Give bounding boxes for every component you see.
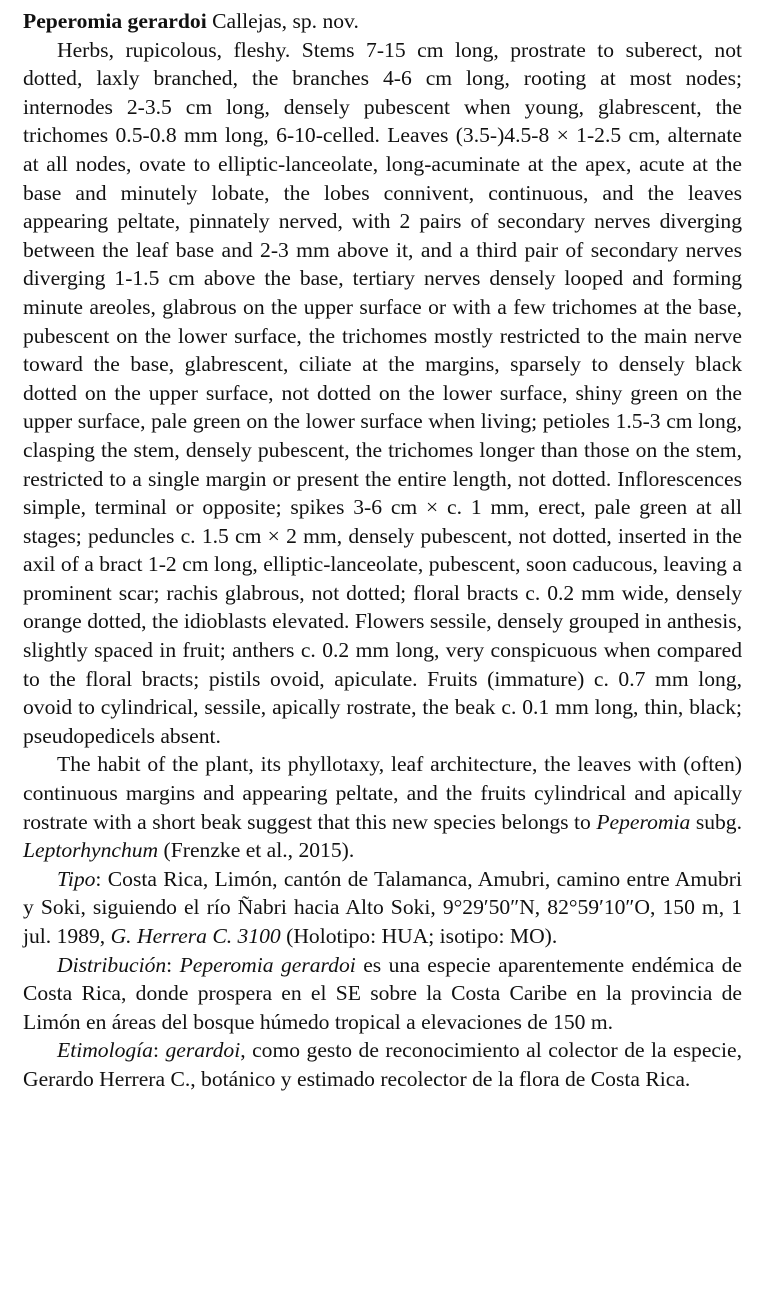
discussion-text-3: (Frenzke et al., 2015). xyxy=(158,838,355,863)
species-authority: Callejas, sp. nov. xyxy=(206,9,359,33)
distribucion-species: Peperomia gerardoi xyxy=(179,952,356,977)
etimologia-epithet: gerardoi xyxy=(165,1038,241,1063)
discussion-subgenus: Leptorhynchum xyxy=(23,838,159,863)
distribucion-colon: : xyxy=(166,952,180,977)
description-paragraph: Herbs, rupicolous, fleshy. Stems 7-15 cm long, prostrate to suberect, not dotted, laxly branched, the branches 4-6 cm long, rooting at most nodes; internodes 2-3.5 cm long, densely pubescent when young, glabrescent, the trichomes 0.5-0.8 mm long, 6-10-celled. Leaves (3.5-)4.5-8 × 1-2.5 cm, alternate at all nodes, ovate to elliptic-lanceolate, long-acuminate at the apex, acute at the base and minutely lobate, the lobes connivent, continuous, and the leaves appearing peltate, pinnately nerved, with 2 pairs of secondary nerves diverging between the leaf base and 2-3 mm above it, and a third pair of secondary nerves diverging 1-1.5 cm above the base, tertiary nerves densely looped and forming minute areoles, glabrous on the upper surface or with a few trichomes at the base, pubescent on the lower surface, the trichomes mostly restricted to the main nerve toward the base, glabrescent, ciliate at the margins, sparsely to densely black dotted on the upper surface, not dotted on the lower surface, shiny green on the upper surface, pale green on the lower surface when living; petioles 1.5-3 cm long, clasping the stem, densely pubescent, the trichomes longer than those on the stem, restricted to a single margin or present the entire length, not dotted. Inflorescences simple, terminal or opposite; spikes 3-6 cm × c. 1 mm, erect, pale green at all stages; peduncles c. 1.5 cm × 2 mm, densely pubescent, not dotted, inserted in the axil of a bract 1-2 cm long, elliptic-lanceolate, pubescent, soon caducous, leaving a prominent scar; rachis glabrous, not dotted; floral bracts c. 0.2 mm wide, densely orange dotted, the idioblasts elevated. Flowers sessile, densely grouped in anthesis, slightly spaced in fruit; anthers c. 0.2 mm long, very conspicuous when compared to the floral bracts; pistils ovoid, apiculate. Fruits (immature) c. 0.7 mm long, ovoid to cylindrical, sessile, apically rostrate, the beak c. 0.1 mm long, thin, black; pseudopedicels absent. xyxy=(23,37,742,748)
discussion-genus: Peperomia xyxy=(596,809,691,834)
tipo-label: Tipo xyxy=(57,866,96,891)
tipo-text-2: (Holotipo: HUA; isotipo: MO). xyxy=(280,924,558,948)
tipo-paragraph xyxy=(23,865,742,951)
etimologia-label: Etimología xyxy=(57,1038,153,1063)
species-name: Peperomia gerardoi xyxy=(23,9,207,33)
distribucion-text: es una especie aparentemente endémica de Costa Rica, donde prospera en el SE sobre la Costa Caribe en la provincia de Limón en áreas del bosque húmedo tropical a elevaciones de 150 m. xyxy=(23,952,743,1034)
discussion-text-2: subg. xyxy=(690,809,743,834)
discussion-text-1: The habit of the plant, its phyllotaxy, leaf architecture, the leaves with (often) continuous margins and appearing peltate, and the fruits cylindrical and apically rostrate with a short beak suggest that this new species belongs to xyxy=(23,752,742,834)
tipo-text-1: : Costa Rica, Limón, cantón de Talamanca, Amubri, camino entre Amubri y Soki, siguiendo el río Ñabri hacia Alto Soki, 9°29′50″N, 82°59′10″O, 150 m, 1 jul. 1989, xyxy=(23,866,742,948)
discussion-paragraph xyxy=(23,750,742,864)
species-heading xyxy=(23,7,742,36)
tipo-collector: G. Herrera C. 3100 xyxy=(110,924,281,948)
etimologia-text: , como gesto de reconocimiento al colector de la especie, Gerardo Herrera C., botánico y estimado recolector de la flora de Costa Rica. xyxy=(23,1038,743,1091)
etimologia-colon: : xyxy=(152,1038,166,1063)
distribucion-paragraph xyxy=(23,951,742,1037)
distribucion-label: Distribución xyxy=(57,952,167,977)
etimologia-paragraph xyxy=(23,1036,742,1093)
